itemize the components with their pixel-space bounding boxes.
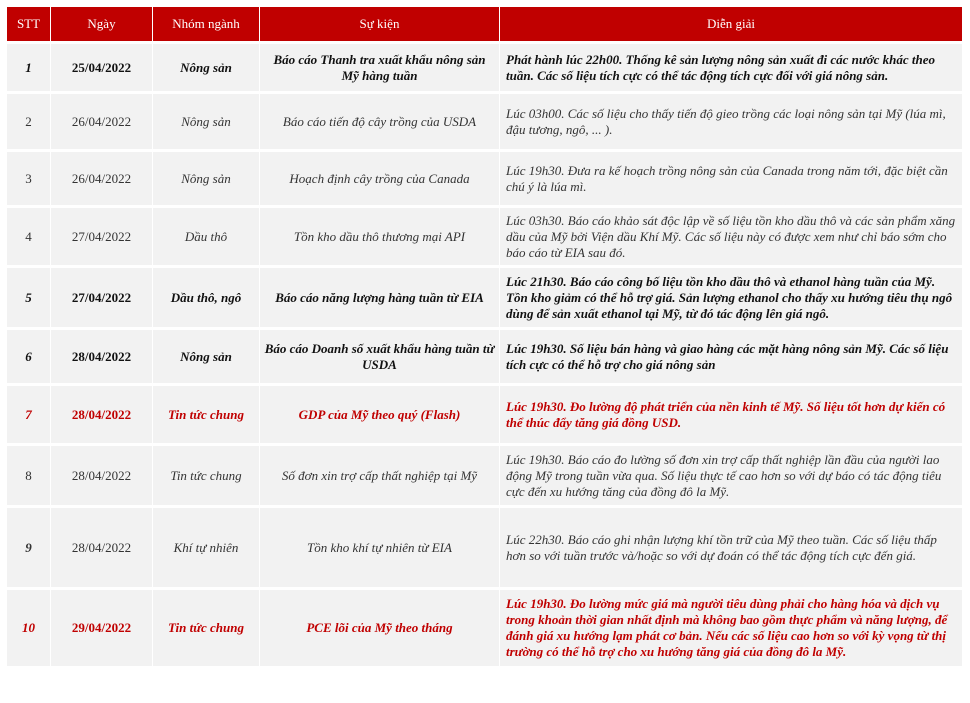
- row-description: Lúc 19h30. Số liệu bán hàng và giao hàng các mặt hàng nông sản Mỹ. Các số liệu tích cực có thể hỗ trợ cho giá nông sản: [500, 330, 963, 386]
- row-category: Nông sản: [153, 152, 260, 208]
- row-date: 26/04/2022: [51, 152, 153, 208]
- row-event: Tồn kho dầu thô thương mại API: [260, 208, 500, 268]
- row-category: Dầu thô, ngô: [153, 268, 260, 330]
- table-row: [7, 330, 963, 386]
- header-stt: STT: [7, 7, 51, 44]
- row-event: GDP của Mỹ theo quý (Flash): [260, 386, 500, 446]
- header-date: Ngày: [51, 7, 153, 44]
- row-description: Lúc 21h30. Báo cáo công bố liệu tồn kho dầu thô và ethanol hàng tuần của Mỹ. Tồn kho giảm có thể hỗ trợ giá. Sản lượng ethanol cho thấy xu hướng tiêu thụ ngô dùng để sản xuất ethanol tại Mỹ, từ đó tác động lên giá ngô.: [500, 268, 963, 330]
- table-row: [7, 508, 963, 590]
- row-date: 27/04/2022: [51, 268, 153, 330]
- row-description: Lúc 19h30. Báo cáo đo lường số đơn xin trợ cấp thất nghiệp lần đầu của người lao động Mỹ trong tuần vừa qua. Số liệu thực tế cao hơn so với dự báo có tác động tiêu cực đến xu hướng tăng của đồng đô la Mỹ.: [500, 446, 963, 508]
- row-date: 29/04/2022: [51, 590, 153, 669]
- table-row: [7, 44, 963, 94]
- row-number: 9: [7, 508, 51, 590]
- row-number: 6: [7, 330, 51, 386]
- row-event: Số đơn xin trợ cấp thất nghiệp tại Mỹ: [260, 446, 500, 508]
- row-category: Nông sản: [153, 44, 260, 94]
- row-category: Tin tức chung: [153, 446, 260, 508]
- row-category: Tin tức chung: [153, 590, 260, 669]
- table-row: [7, 446, 963, 508]
- table-row: [7, 152, 963, 208]
- row-description: Lúc 19h30. Đo lường độ phát triển của nền kinh tế Mỹ. Số liệu tốt hơn dự kiến có thể thúc đẩy tăng giá đồng USD.: [500, 386, 963, 446]
- header-event: Sự kiện: [260, 7, 500, 44]
- row-event: Báo cáo năng lượng hàng tuần từ EIA: [260, 268, 500, 330]
- row-event: Báo cáo tiến độ cây trồng của USDA: [260, 94, 500, 152]
- row-number: 7: [7, 386, 51, 446]
- row-event: Hoạch định cây trồng của Canada: [260, 152, 500, 208]
- events-table-container: [7, 7, 963, 669]
- row-date: 28/04/2022: [51, 386, 153, 446]
- row-number: 5: [7, 268, 51, 330]
- table-row: [7, 94, 963, 152]
- row-number: 1: [7, 44, 51, 94]
- row-event: Báo cáo Thanh tra xuất khẩu nông sản Mỹ hàng tuần: [260, 44, 500, 94]
- economic-events-table: [7, 7, 963, 669]
- row-number: 8: [7, 446, 51, 508]
- row-event: Báo cáo Doanh số xuất khẩu hàng tuần từ USDA: [260, 330, 500, 386]
- row-category: Nông sản: [153, 94, 260, 152]
- row-number: 2: [7, 94, 51, 152]
- row-category: Tin tức chung: [153, 386, 260, 446]
- row-category: Khí tự nhiên: [153, 508, 260, 590]
- row-description: Lúc 19h30. Đo lường mức giá mà người tiêu dùng phải cho hàng hóa và dịch vụ trong khoản thời gian nhất định mà không bao gồm thực phẩm và năng lượng, để đánh giá xu hướng lạm phát cơ bản. Nếu các số liệu cao hơn so với kỳ vọng từ thị trường có thể hỗ trợ cho xu hướng tăng giá của đồng đô la Mỹ.: [500, 590, 963, 669]
- row-description: Phát hành lúc 22h00. Thống kê sản lượng nông sản xuất đi các nước khác theo tuần. Các số liệu tích cực có thể tác động tích cực đối với giá nông sản.: [500, 44, 963, 94]
- row-event: Tồn kho khí tự nhiên từ EIA: [260, 508, 500, 590]
- row-event: PCE lõi của Mỹ theo tháng: [260, 590, 500, 669]
- row-number: 10: [7, 590, 51, 669]
- table-row: [7, 590, 963, 669]
- row-category: Nông sản: [153, 330, 260, 386]
- row-date: 26/04/2022: [51, 94, 153, 152]
- row-number: 3: [7, 152, 51, 208]
- table-row: [7, 386, 963, 446]
- row-category: Dầu thô: [153, 208, 260, 268]
- row-date: 27/04/2022: [51, 208, 153, 268]
- row-description: Lúc 03h30. Báo cáo khảo sát độc lập về số liệu tồn kho dầu thô và các sản phẩm xăng dầu của Mỹ bởi Viện dầu Khí Mỹ. Các số liệu này có được xem như chỉ báo sớm cho báo cáo từ EIA sau đó.: [500, 208, 963, 268]
- header-description: Diễn giải: [500, 7, 963, 44]
- row-date: 28/04/2022: [51, 508, 153, 590]
- table-row: [7, 208, 963, 268]
- row-date: 25/04/2022: [51, 44, 153, 94]
- row-date: 28/04/2022: [51, 446, 153, 508]
- table-header-row: [7, 7, 963, 44]
- table-row: [7, 268, 963, 330]
- header-category: Nhóm ngành: [153, 7, 260, 44]
- row-date: 28/04/2022: [51, 330, 153, 386]
- row-description: Lúc 03h00. Các số liệu cho thấy tiến độ gieo trồng các loại nông sản tại Mỹ (lúa mì, đậu tương, ngô, ... ).: [500, 94, 963, 152]
- row-number: 4: [7, 208, 51, 268]
- row-description: Lúc 19h30. Đưa ra kế hoạch trồng nông sản của Canada trong năm tới, đặc biệt cần chú ý là lúa mì.: [500, 152, 963, 208]
- row-description: Lúc 22h30. Báo cáo ghi nhận lượng khí tồn trữ của Mỹ theo tuần. Các số liệu thấp hơn so với tuần trước và/hoặc so với dự đoán có thể tác động tích cực đến giá.: [500, 508, 963, 590]
